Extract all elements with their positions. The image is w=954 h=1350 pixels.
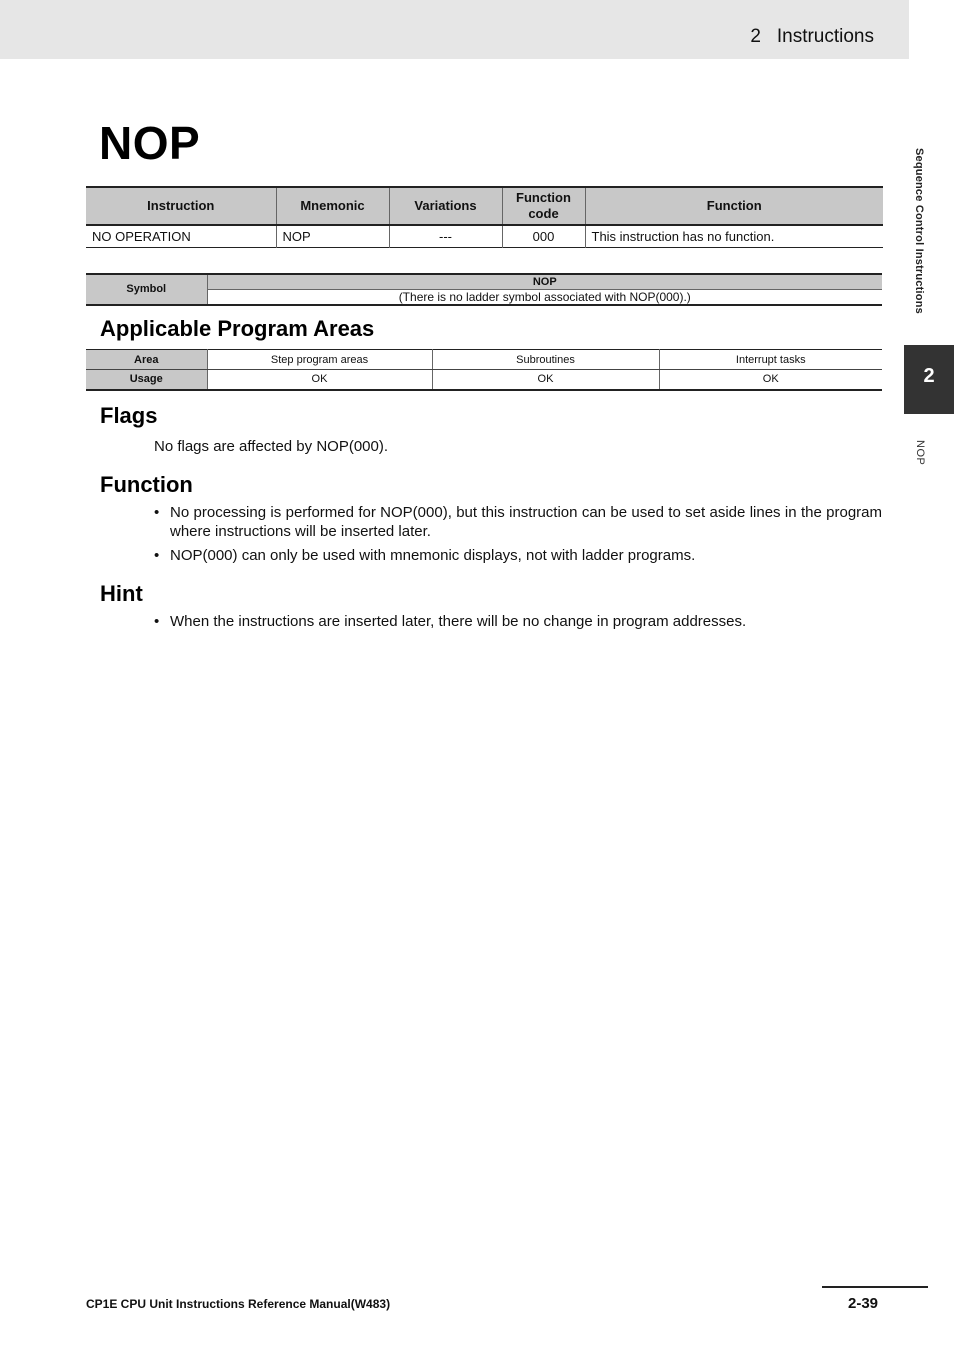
section-title-flags: Flags	[100, 403, 158, 428]
usage-interrupt-tasks: OK	[659, 370, 882, 390]
list-item: • When the instructions are inserted later, there will be no change in program addresses.	[154, 612, 882, 631]
col-header-variations: Variations	[389, 187, 502, 225]
chapter-number: 2	[750, 26, 761, 47]
table-header-row	[86, 187, 883, 225]
footer-rule	[822, 1286, 928, 1288]
program-areas-table	[86, 349, 882, 391]
table-row	[86, 370, 882, 390]
table-row	[86, 350, 882, 370]
list-item: • No processing is performed for NOP(000), but this instruction can be used to set aside lines in the program where instructions will be inserted later.	[154, 503, 882, 541]
table-row	[86, 225, 883, 247]
col-header-function-code: Function code	[502, 187, 585, 225]
usage-subroutines: OK	[432, 370, 659, 390]
section-title-function: Function	[100, 472, 193, 497]
col-header-function: Function	[585, 187, 883, 225]
side-chapter-tab	[904, 345, 954, 414]
cell-mnemonic: NOP	[276, 225, 389, 247]
col-header-instruction: Instruction	[86, 187, 276, 225]
chapter-title: Instructions	[776, 26, 874, 47]
page-number: 2-39	[848, 1295, 879, 1312]
cell-function-code: 000	[502, 225, 585, 247]
page-title: NOP	[99, 117, 201, 169]
cell-function: This instruction has no function.	[585, 225, 883, 247]
side-tab-number: 2	[923, 365, 935, 387]
usage-step-program: OK	[207, 370, 432, 390]
chapter-heading	[750, 26, 874, 48]
usage-label: Usage	[86, 370, 207, 390]
side-section-title: Sequence Control Instructions	[913, 148, 925, 314]
symbol-table	[86, 273, 882, 306]
area-subroutines: Subroutines	[432, 350, 659, 370]
instruction-table	[86, 186, 883, 248]
area-step-program: Step program areas	[207, 350, 432, 370]
col-header-mnemonic: Mnemonic	[276, 187, 389, 225]
section-title-areas: Applicable Program Areas	[100, 316, 375, 341]
footer-manual-title: CP1E CPU Unit Instructions Reference Manual(W483)	[86, 1297, 391, 1311]
flags-text: No flags are affected by NOP(000).	[154, 438, 389, 455]
side-instruction-label: NOP	[914, 440, 926, 466]
area-label: Area	[86, 350, 207, 370]
symbol-label: Symbol	[86, 274, 207, 305]
cell-instruction: NO OPERATION	[92, 228, 191, 244]
area-interrupt-tasks: Interrupt tasks	[659, 350, 882, 370]
symbol-note: (There is no ladder symbol associated with NOP(000).)	[398, 289, 691, 304]
cell-variations: ---	[389, 225, 502, 247]
list-item: • NOP(000) can only be used with mnemonic displays, not with ladder programs.	[154, 546, 882, 565]
section-title-hint: Hint	[100, 581, 143, 606]
symbol-heading: NOP	[207, 274, 882, 289]
hint-list	[154, 612, 882, 636]
function-list	[154, 503, 882, 570]
